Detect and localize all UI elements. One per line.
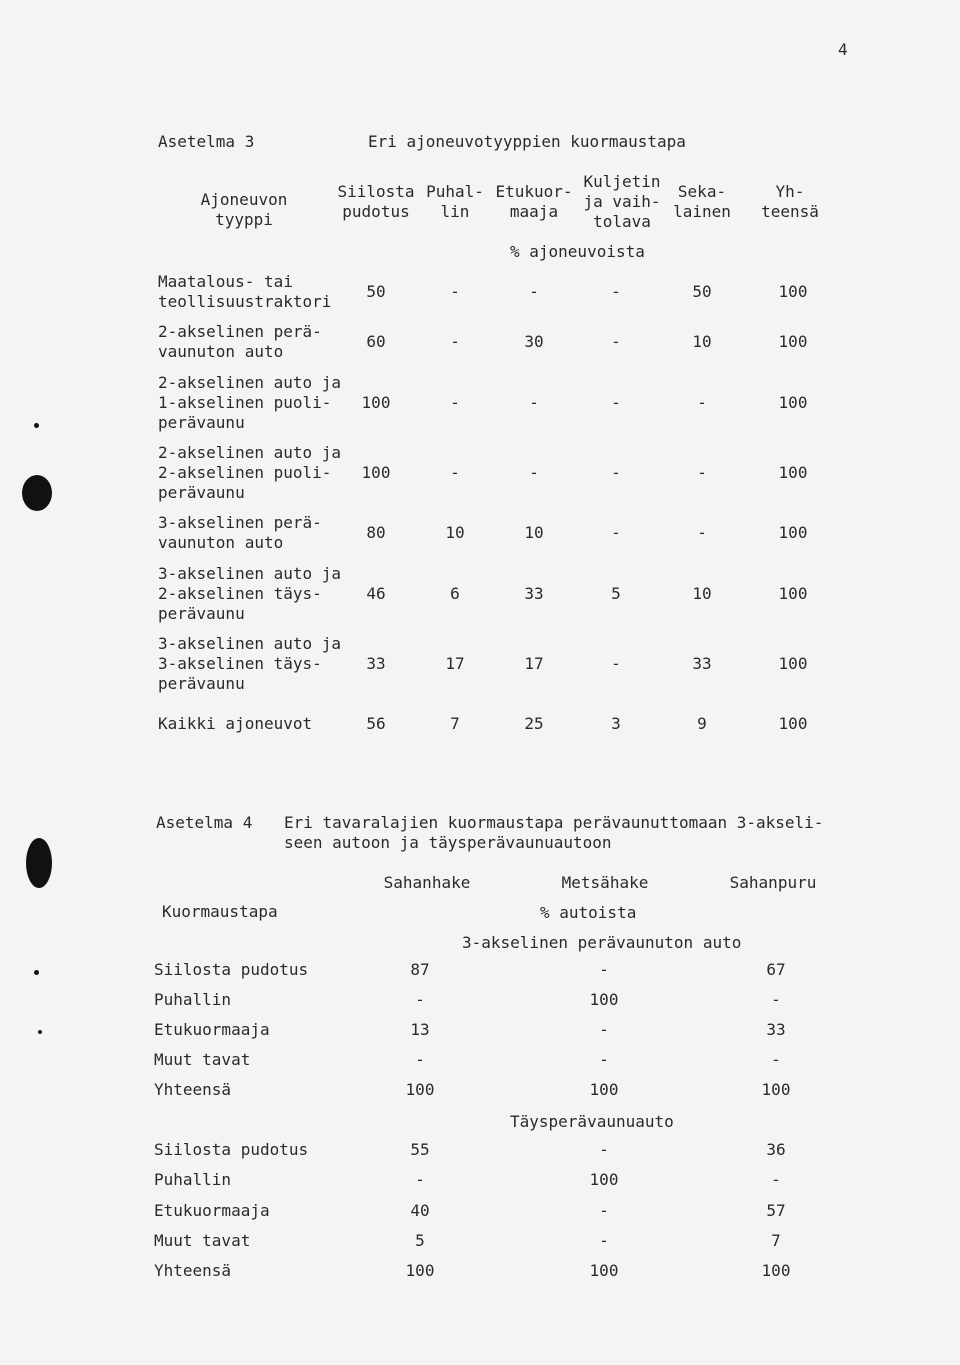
table4-unit: % autoista (540, 903, 637, 922)
table3-cell: - (697, 463, 707, 482)
table3-cell: - (450, 332, 460, 351)
table4-row-label: Muut tavat (154, 1050, 251, 1069)
table3-col-header: Kuljetin ja vaih- tolava (583, 172, 661, 231)
table3-cell: - (611, 654, 621, 673)
table3-cell: 100 (778, 332, 808, 351)
table4-cell: 36 (766, 1140, 786, 1159)
table3-row-label: 2-akselinen auto ja 1-akselinen puoli- perävaunu (158, 373, 342, 432)
table4-label: Asetelma 4 (156, 813, 253, 832)
table4-cell: 100 (405, 1261, 435, 1280)
table3-cell: 46 (366, 584, 386, 603)
table3-cell: - (450, 393, 460, 412)
binder-hole-dot (26, 838, 52, 888)
table3-cell: 5 (611, 584, 621, 603)
table3-cell: 10 (692, 584, 712, 603)
table3-cell: 10 (692, 332, 712, 351)
table3-cell: 100 (778, 654, 808, 673)
table3-cell: 100 (778, 282, 808, 301)
table3-cell: 100 (778, 523, 808, 542)
table3-row-header: Ajoneuvon tyyppi (200, 190, 288, 229)
table4-cell: 87 (410, 960, 430, 979)
table4-cell: - (771, 1050, 781, 1069)
table3-cell: 17 (524, 654, 544, 673)
table3-cell: - (697, 523, 707, 542)
table4-row-label: Siilosta pudotus (154, 1140, 309, 1159)
table4-cell: - (599, 1050, 609, 1069)
table4-cell: 13 (410, 1020, 430, 1039)
table3-cell: 50 (366, 282, 386, 301)
table3-cell: 33 (366, 654, 386, 673)
table4-cell: - (771, 1170, 781, 1189)
table4-cell: 7 (771, 1231, 781, 1250)
table4-row-label: Puhallin (154, 1170, 232, 1189)
table3-cell: - (450, 282, 460, 301)
table3-col-header: Yh- teensä (761, 182, 819, 221)
table3-cell: 9 (697, 714, 707, 733)
table3-row-label: 2-akselinen auto ja 2-akselinen puoli- perävaunu (158, 443, 342, 502)
table4-col-header: Metsähake (561, 873, 649, 892)
table4-cell: 100 (589, 1080, 619, 1099)
table3-cell: - (697, 393, 707, 412)
table4-cell: - (599, 1140, 609, 1159)
table3-cell: 56 (366, 714, 386, 733)
table4-section-title: Täysperävaunuauto (510, 1112, 674, 1131)
table4-section-title: 3-akselinen perävaunuton auto (462, 933, 742, 952)
table3-cell: 100 (778, 393, 808, 412)
table4-cell: 67 (766, 960, 786, 979)
table3-cell: - (611, 282, 621, 301)
table3-cell: 10 (524, 523, 544, 542)
table3-cell: 10 (445, 523, 465, 542)
table4-row-label: Yhteensä (154, 1080, 232, 1099)
table3-cell: 100 (361, 393, 391, 412)
table3-col-header: Etukuor- maaja (495, 182, 573, 221)
table4-row-label: Etukuormaaja (154, 1201, 270, 1220)
table3-cell: - (529, 393, 539, 412)
table4-cell: 5 (415, 1231, 425, 1250)
table3-row-label: Maatalous- tai teollisuustraktori (158, 272, 332, 311)
table3-row-label: Kaikki ajoneuvot (158, 714, 313, 733)
table4-row-label: Siilosta pudotus (154, 960, 309, 979)
table4-row-label: Muut tavat (154, 1231, 251, 1250)
table4-cell: 100 (589, 1261, 619, 1280)
table3-cell: 100 (778, 714, 808, 733)
margin-mark (34, 970, 39, 975)
table3-cell: - (529, 463, 539, 482)
table4-row-label: Etukuormaaja (154, 1020, 270, 1039)
table3-col-header: Seka- lainen (673, 182, 731, 221)
table4-cell: 33 (766, 1020, 786, 1039)
table3-cell: 30 (524, 332, 544, 351)
table3-unit: % ajoneuvoista (510, 242, 645, 261)
table4-cell: - (415, 1050, 425, 1069)
table3-cell: 50 (692, 282, 712, 301)
table4-col-header: Sahanpuru (729, 873, 817, 892)
margin-mark (38, 1030, 42, 1034)
margin-mark (34, 423, 39, 428)
table3-row-label: 2-akselinen perä- vaunuton auto (158, 322, 322, 361)
table4-cell: - (771, 990, 781, 1009)
table4-cell: 100 (589, 990, 619, 1009)
table3-cell: 100 (778, 463, 808, 482)
table4-row-label: Yhteensä (154, 1261, 232, 1280)
table4-cell: - (599, 1201, 609, 1220)
table3-cell: 25 (524, 714, 544, 733)
table3-cell: 33 (692, 654, 712, 673)
binder-hole-dot (22, 475, 52, 511)
table3-row-label: 3-akselinen auto ja 3-akselinen täys- perävaunu (158, 634, 342, 693)
table3-cell: - (611, 332, 621, 351)
table4-cell: 100 (589, 1170, 619, 1189)
table4-cell: 100 (761, 1261, 791, 1280)
table4-row-label: Puhallin (154, 990, 232, 1009)
table3-row-label: 3-akselinen perä- vaunuton auto (158, 513, 322, 552)
table4-cell: - (599, 1020, 609, 1039)
table3-cell: 100 (778, 584, 808, 603)
table3-cell: - (611, 393, 621, 412)
table3-row-label: 3-akselinen auto ja 2-akselinen täys- perävaunu (158, 564, 342, 623)
table4-cell: 100 (405, 1080, 435, 1099)
page-number: 4 (838, 40, 848, 59)
table4-cell: - (599, 1231, 609, 1250)
table4-cell: 57 (766, 1201, 786, 1220)
table4-cell: 40 (410, 1201, 430, 1220)
table4-cell: 100 (761, 1080, 791, 1099)
table4-row-header: Kuormaustapa (162, 902, 278, 921)
table3-cell: - (611, 523, 621, 542)
table3-cell: 80 (366, 523, 386, 542)
table3-cell: 17 (445, 654, 465, 673)
table3-title: Eri ajoneuvotyyppien kuormaustapa (368, 132, 686, 151)
table4-cell: - (415, 1170, 425, 1189)
table4-title: Eri tavaralajien kuormaustapa perävaunuttomaan 3-akseli- seen autoon ja täysperävaunuautoon (284, 813, 824, 852)
table4-col-header: Sahanhake (383, 873, 471, 892)
table3-label: Asetelma 3 (158, 132, 255, 151)
table3-cell: 6 (450, 584, 460, 603)
table4-cell: 55 (410, 1140, 430, 1159)
table4-cell: - (415, 990, 425, 1009)
table4-cell: - (599, 960, 609, 979)
table3-cell: 100 (361, 463, 391, 482)
table3-cell: 3 (611, 714, 621, 733)
table3-cell: - (529, 282, 539, 301)
table3-cell: - (450, 463, 460, 482)
table3-cell: 7 (450, 714, 460, 733)
table3-cell: 60 (366, 332, 386, 351)
table3-cell: 33 (524, 584, 544, 603)
table3-col-header: Puhal- lin (426, 182, 484, 221)
table3-col-header: Siilosta pudotus (337, 182, 415, 221)
table3-cell: - (611, 463, 621, 482)
